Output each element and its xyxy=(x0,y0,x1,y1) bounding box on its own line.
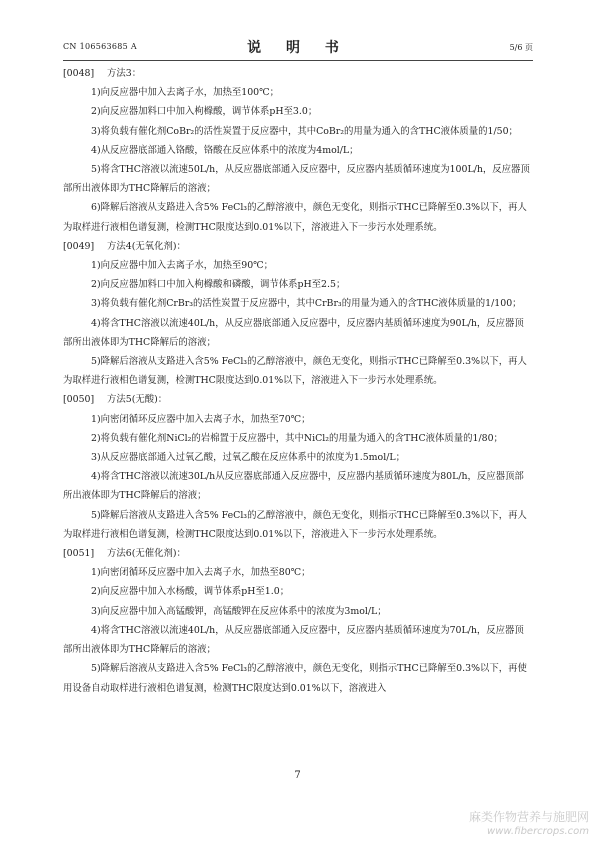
paragraph-number: [0051] xyxy=(63,548,95,560)
paragraph: 4)将含THC溶液以流速40L/h，从反应器底部通入反应器中，反应器内基质循环速度为70L/h，反应器顶部所出液体即为THC降解后的溶液； xyxy=(63,624,524,656)
paragraph: 3)从反应器底部通入过氧乙酸，过氧乙酸在反应体系中的浓度为1.5mol/L； xyxy=(91,452,405,464)
paragraph: 4)将含THC溶液以流速40L/h，从反应器底部通入反应器中，反应器内基质循环速度为90L/h，反应器顶部所出液体即为THC降解后的溶液； xyxy=(63,317,524,348)
document-body xyxy=(63,64,533,698)
page-header xyxy=(63,36,533,61)
paragraph: 1)向反应器中加入去离子水，加热至100℃； xyxy=(91,87,280,99)
paragraph-number: [0048] xyxy=(63,68,95,79)
document-number: CN 106563685 A xyxy=(63,42,137,51)
paragraph: 5)将含THC溶液以流速50L/h，从反应器底部通入反应器中，反应器内基质循环速度为100L/h，反应器顶部所出液体即为THC降解后的溶液； xyxy=(63,164,530,195)
paragraph: 1)向密闭循环反应器中加入去离子水，加热至70℃； xyxy=(91,413,311,425)
paragraph: 2)将负载有催化剂NiCl₂的岩棉置于反应器中，其中NiCl₂的用量为通入的含THC液体质量的1/80； xyxy=(91,432,503,444)
paragraph: 5)降解后溶液从支路进入含5% FeCl₃的乙醇溶液中，颜色无变化，则指示THC已降解至0.3%以下，再使用设备自动取样进行液相色谱复测，检测THC限度达到0.01%以下，溶液进入 xyxy=(63,663,527,694)
paragraph: 4)将含THC溶液以流速30L/h从反应器底部通入反应器中，反应器内基质循环速度为80L/h，反应器顶部所出液体即为THC降解后的溶液； xyxy=(63,471,524,502)
watermark-url: www.fibercrops.com xyxy=(487,826,589,837)
paragraph: 3)将负载有催化剂CrBr₃的活性炭置于反应器中，其中CrBr₃的用量为通入的含THC液体质量的1/100； xyxy=(91,298,522,310)
watermark xyxy=(469,808,589,837)
section-title: 方法4(无氧化剂)： xyxy=(107,240,186,252)
paragraph: 1)向密闭循环反应器中加入去离子水，加热至80℃； xyxy=(91,567,311,579)
section-title: 方法5(无酸)： xyxy=(107,394,168,406)
paragraph: 1)向反应器中加入去离子水，加热至90℃； xyxy=(91,260,274,272)
section-heading xyxy=(63,64,533,83)
paragraph-number: [0049] xyxy=(63,240,95,252)
paragraph: 2)向反应器中加入水杨酸，调节体系pH至1.0； xyxy=(91,586,290,598)
section-heading xyxy=(63,544,533,563)
paragraph: 6)降解后溶液从支路进入含5% FeCl₃的乙醇溶液中，颜色无变化，则指示THC已降解至0.3%以下，再人为取样进行液相色谱复测，检测THC限度达到0.01%以下，溶液进入下一步污水处理系统。 xyxy=(63,202,527,233)
paragraph: 3)向反应器中加入高锰酸钾，高锰酸钾在反应体系中的浓度为3mol/L； xyxy=(91,605,387,617)
section-heading xyxy=(63,390,533,409)
paragraph: 3)将负载有催化剂CoBr₂的活性炭置于反应器中，其中CoBr₂的用量为通入的含THC液体质量的1/50； xyxy=(91,125,518,137)
paragraph-number: [0050] xyxy=(63,394,95,406)
section-heading xyxy=(63,237,533,256)
paragraph: 2)向反应器加料口中加入枸橼酸和磷酸，调节体系pH至2.5； xyxy=(91,279,346,291)
section-title: 方法6(无催化剂)： xyxy=(107,548,186,560)
page-reference: 5/6 页 xyxy=(509,43,533,52)
paragraph: 2)向反应器加料口中加入枸橼酸，调节体系pH至3.0； xyxy=(91,106,318,118)
page-title: 说 明 书 xyxy=(247,40,349,56)
section-title: 方法3： xyxy=(107,68,142,79)
watermark-site-name: 麻类作物营养与施肥网 xyxy=(468,810,589,824)
paragraph: 5)降解后溶液从支路进入含5% FeCl₃的乙醇溶液中，颜色无变化，则指示THC已降解至0.3%以下，再人为取样进行液相色谱复测，检测THC限度达到0.01%以下，溶液进入下一步污水处理系统。 xyxy=(63,356,527,387)
paragraph: 4)从反应器底部通入铬酸，铬酸在反应体系中的浓度为4mol/L； xyxy=(91,144,359,156)
page-number: 7 xyxy=(294,770,301,781)
paragraph: 5)降解后溶液从支路进入含5% FeCl₃的乙醇溶液中，颜色无变化，则指示THC已降解至0.3%以下，再人为取样进行液相色谱复测，检测THC限度达到0.01%以下，溶液进入下一步污水处理系统。 xyxy=(63,509,527,540)
